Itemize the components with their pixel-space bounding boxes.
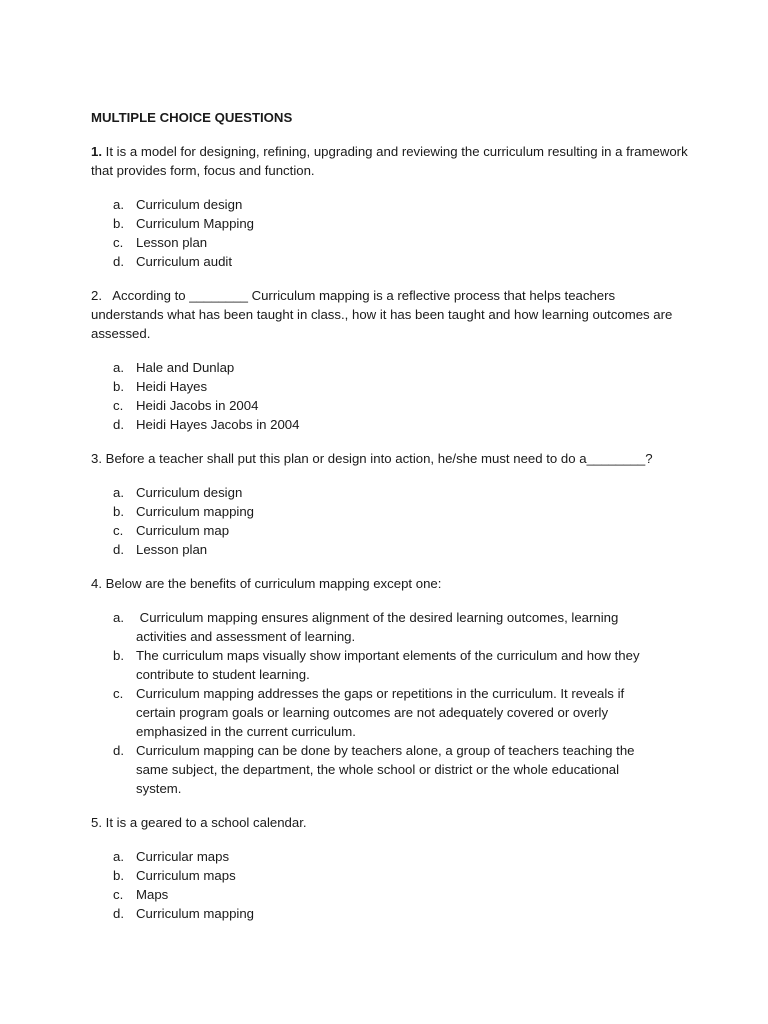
options-list-2: [91, 358, 691, 434]
option-text: The curriculum maps visually show important elements of the curriculum and how they contribute to student learning.: [136, 648, 640, 682]
option-text: Curriculum mapping: [136, 504, 254, 519]
option-text: Heidi Hayes Jacobs in 2004: [136, 417, 300, 432]
option-letter: a.: [113, 849, 124, 864]
question-number: 5.: [91, 815, 102, 830]
option-text: Maps: [136, 887, 169, 902]
option-text: Heidi Hayes: [136, 379, 208, 394]
question-text: It is a geared to a school calendar.: [102, 815, 307, 830]
option-letter: d.: [113, 743, 124, 758]
option-text: Curriculum design: [136, 485, 243, 500]
question-number: 4.: [91, 576, 102, 591]
option-text: Curriculum Mapping: [136, 216, 254, 231]
option-a: [91, 483, 691, 502]
option-d: [91, 741, 691, 798]
option-text: Hale and Dunlap: [136, 360, 235, 375]
question-number: 2.: [91, 288, 102, 303]
document-page: [91, 108, 691, 938]
question-1: [91, 142, 691, 180]
option-letter: c.: [113, 887, 124, 902]
question-4: [91, 574, 691, 593]
question-text: Before a teacher shall put this plan or design into action, he/she must need to do a________?: [102, 451, 653, 466]
option-letter: a.: [113, 485, 124, 500]
option-d: [91, 904, 691, 923]
option-text: Curriculum mapping: [136, 906, 254, 921]
option-letter: c.: [113, 523, 124, 538]
document-title: MULTIPLE CHOICE QUESTIONS: [91, 110, 293, 125]
option-d: [91, 252, 691, 271]
option-text: Curriculum mapping addresses the gaps or repetitions in the curriculum. It reveals if certain program goals or learning outcomes are not adequately covered or overly emphasized in the current curriculum.: [136, 686, 625, 739]
option-letter: b.: [113, 868, 124, 883]
option-b: [91, 214, 691, 233]
option-letter: d.: [113, 542, 124, 557]
option-text: Curriculum mapping can be done by teachers alone, a group of teachers teaching the same subject, the department, the whole school or district or the whole educational system.: [136, 743, 635, 796]
options-list-4: [91, 608, 691, 798]
option-text: Lesson plan: [136, 235, 208, 250]
option-c: [91, 396, 691, 415]
option-text: Curricular maps: [136, 849, 230, 864]
option-a: [91, 608, 691, 646]
option-c: [91, 233, 691, 252]
question-number: 1.: [91, 144, 102, 159]
question-text: Below are the benefits of curriculum mapping except one:: [102, 576, 442, 591]
option-letter: a.: [113, 197, 124, 212]
option-c: [91, 684, 691, 741]
option-letter: b.: [113, 504, 124, 519]
option-text: Curriculum audit: [136, 254, 233, 269]
option-text: Curriculum design: [136, 197, 243, 212]
option-b: [91, 646, 691, 684]
option-letter: a.: [113, 360, 124, 375]
options-list-1: [91, 195, 691, 271]
question-5: [91, 813, 691, 832]
option-letter: b.: [113, 379, 124, 394]
question-number: 3.: [91, 451, 102, 466]
option-text: Heidi Jacobs in 2004: [136, 398, 259, 413]
option-letter: c.: [113, 235, 124, 250]
question-text: It is a model for designing, refining, upgrading and reviewing the curriculum resulting in a framework that provides form, focus and function.: [91, 144, 688, 178]
question-3: [91, 449, 691, 468]
option-a: [91, 195, 691, 214]
option-b: [91, 866, 691, 885]
question-text: According to ________ Curriculum mapping is a reflective process that helps teachers understands what has been taught in class., how it has been taught and how learning outcomes are assessed.: [91, 288, 677, 341]
option-text: Lesson plan: [136, 542, 208, 557]
option-c: [91, 521, 691, 540]
option-letter: a.: [113, 610, 124, 625]
option-b: [91, 377, 691, 396]
option-d: [91, 540, 691, 559]
option-text: Curriculum map: [136, 523, 230, 538]
option-letter: c.: [113, 398, 124, 413]
option-d: [91, 415, 691, 434]
options-list-3: [91, 483, 691, 559]
option-a: [91, 358, 691, 377]
option-letter: b.: [113, 648, 124, 663]
option-letter: b.: [113, 216, 124, 231]
option-a: [91, 847, 691, 866]
option-letter: d.: [113, 254, 124, 269]
option-text: Curriculum maps: [136, 868, 236, 883]
option-c: [91, 885, 691, 904]
question-2: [91, 286, 691, 343]
options-list-5: [91, 847, 691, 923]
option-text: Curriculum mapping ensures alignment of the desired learning outcomes, learning activities and assessment of learning.: [136, 610, 623, 644]
option-letter: d.: [113, 906, 124, 921]
option-b: [91, 502, 691, 521]
option-letter: c.: [113, 686, 124, 701]
option-letter: d.: [113, 417, 124, 432]
